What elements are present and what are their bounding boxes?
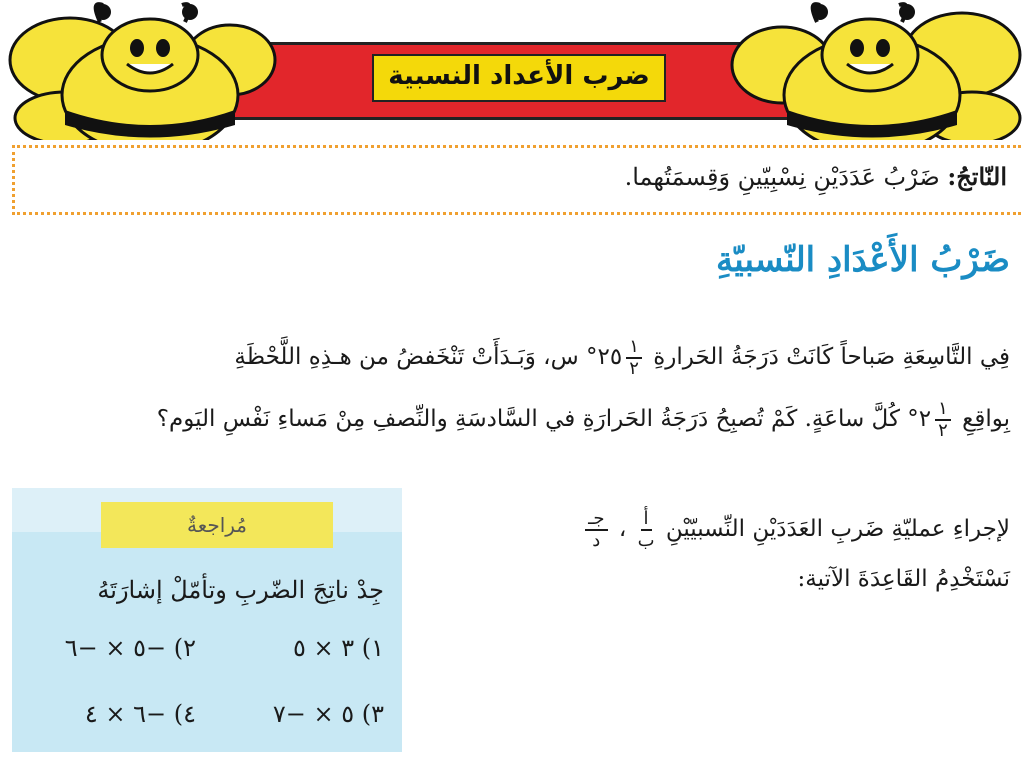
review-tab: مُراجعةٌ (101, 502, 333, 548)
fraction (935, 400, 951, 440)
banner-title: ضرب الأعداد النسبية (372, 54, 666, 102)
fraction-numerator: جـ (585, 510, 607, 531)
rule-text (490, 510, 1010, 592)
goal-label: النّاتجُ: (947, 162, 1007, 191)
fraction-c-d (585, 510, 607, 550)
bee-icon (5, 0, 305, 140)
bee-icon (722, 0, 1022, 140)
review-box (12, 488, 402, 752)
fraction-a-b (638, 510, 655, 550)
problem-text: كُلَّ ساعَةٍ. كَمْ تُصبِحُ دَرَجَةُ الحَرارَةِ في السَّادسَةِ والنِّصفِ مِنْ مَساءِ نَفْسِ اليَوم؟ (156, 406, 900, 432)
fraction (626, 338, 642, 378)
review-exercise-2: ٢) −٥ × −٦ (64, 634, 196, 662)
problem-line-1 (10, 338, 1010, 378)
problem-text: س، وَبَـدَأَتْ تَنْخَفضُ من هـذِهِ اللَّحْظَةِ (234, 344, 579, 370)
rule-line-1 (490, 510, 1010, 550)
rule-intro: لإجراءِ عمليّةِ ضَربِ العَدَدَيْنِ النِّسبيّيْنِ (665, 516, 1010, 542)
comma: ، (618, 516, 627, 542)
review-exercise-4: ٤) −٦ × ٤ (84, 700, 196, 728)
goal-text (625, 162, 1007, 191)
rate-value: ٢ (918, 406, 932, 432)
degree-symbol: ° (586, 344, 598, 370)
fraction-denominator: ٢ (629, 358, 639, 379)
fraction-denominator: ٢ (938, 420, 948, 441)
problem-text: بِواقِعِ (962, 406, 1010, 432)
review-exercise-1: ١) ٣ × ٥ (292, 634, 384, 662)
problem-text: فِي التَّاسِعَةِ صَباحاً كَانَتْ دَرَجَةُ الحَرارةِ (653, 344, 1010, 370)
temperature-value: ٢٥ (597, 344, 623, 370)
review-exercise-3: ٣) ٥ × −٧ (272, 700, 384, 728)
fraction-numerator: أ (641, 510, 652, 531)
goal-box (12, 145, 1021, 215)
fraction-numerator: ١ (935, 400, 951, 421)
section-title: ضَرْبُ الأَعْدَادِ النّسبيّةِ (715, 240, 1010, 280)
degree-symbol: ° (907, 406, 919, 432)
problem-line-2 (10, 400, 1010, 440)
fraction-denominator: د (592, 530, 601, 551)
fraction-numerator: ١ (626, 338, 642, 359)
rule-line-2: نَسْتَخْدِمُ القَاعِدَةَ الآتية: (797, 566, 1010, 592)
review-instruction: جِدْ ناتِجَ الضّربِ وتأمّلْ إشارَتَهُ (97, 576, 384, 604)
fraction-denominator: ب (637, 530, 655, 551)
goal-description: ضَرْبُ عَدَدَيْنِ نِسْبِيّينِ وَقِسمَتُهما. (624, 163, 940, 191)
